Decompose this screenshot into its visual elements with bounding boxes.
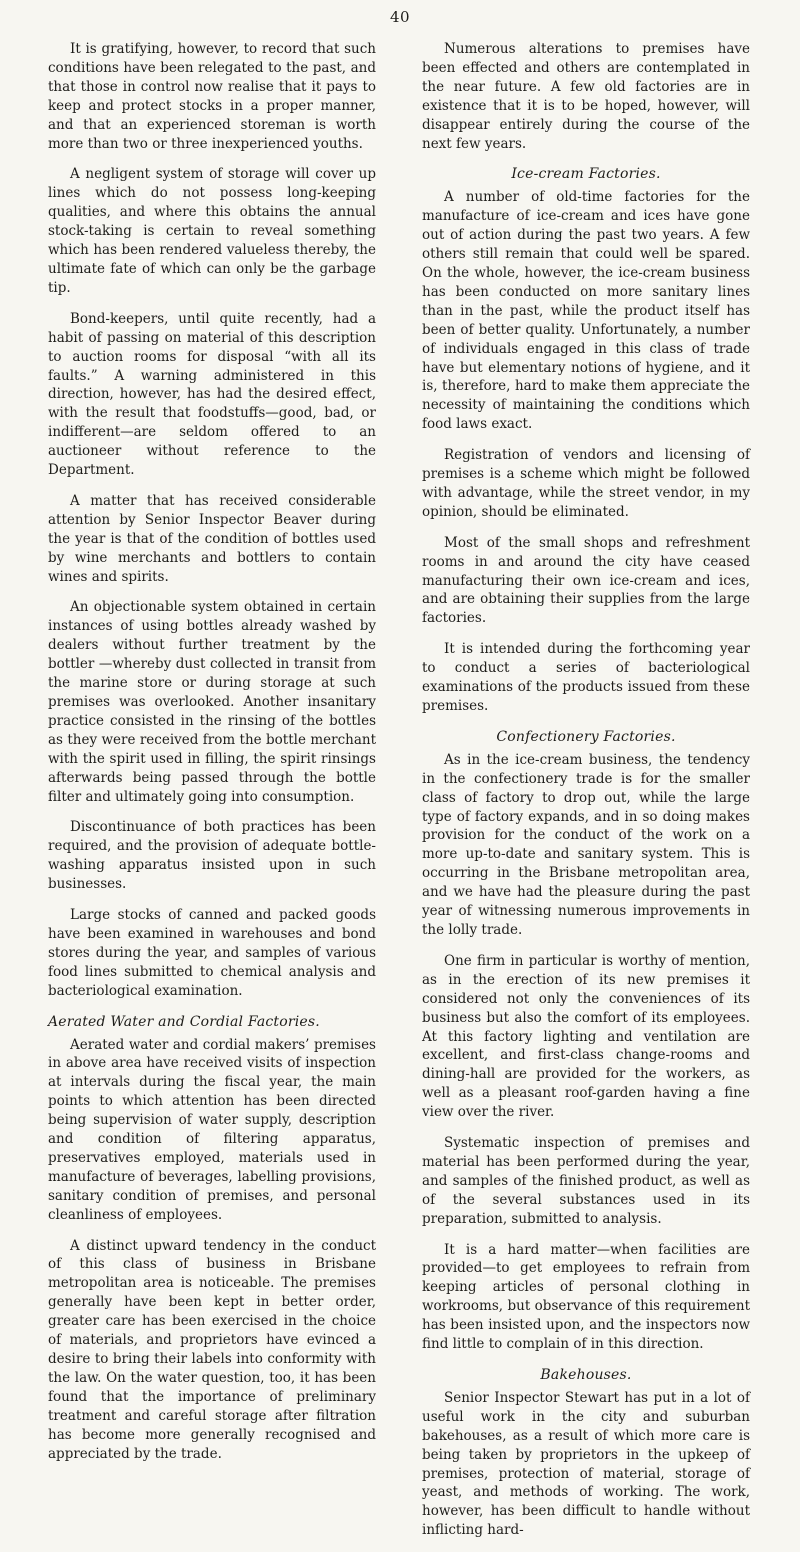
section-heading-ice-cream: Ice-cream Factories. (511, 166, 661, 183)
paragraph: One firm in particular is worthy of mention, as in the erection of its new premises it considered not only the conveniences of its business but also the comfort of its employees. At this factory lighting and ventilation are excellent, and first-class change-rooms and dining-hall are provided for the workers, as well as a pleasant roof-garden having a fine view over the river. (422, 952, 750, 1121)
paragraph: A matter that has received considerable attention by Senior Inspector Beaver during the year is that of the condition of bottles used by wine merchants and bottlers to contain wines and spirits. (48, 492, 376, 585)
section-heading-aerated-water: Aerated Water and Cordial Factories. (48, 1013, 320, 1030)
paragraph: Aerated water and cordial makers’ premises in above area have received visits of inspection at intervals during the fiscal year, the main points to which attention has been directed being supervision of water supply, description and condition of filtering apparatus, preservatives employed, materials used in manufacture of beverages, labelling provisions, sanitary condition of premises, and personal cleanliness of employees. (48, 1036, 376, 1223)
paragraph: Large stocks of canned and packed goods have been examined in warehouses and bond stores during the year, and samples of various food lines submitted to chemical analysis and bacteriological examination. (48, 907, 376, 999)
paragraph: Registration of vendors and licensing of premises is a scheme which might be followed with advantage, while the street vendor, in my opinion, should be eliminated. (422, 447, 750, 520)
paragraph: A distinct upward tendency in the conduct of this class of business in Brisbane metropolitan area is noticeable. The premises generally have been kept in better order, greater care has been exercised in the choice of materials, and proprietors have evinced a desire to bring their labels into conformity with the law. On the water question, too, it has been found that the importance of preliminary treatment and careful storage after filtration has become more generally recognised and appreciated by the trade. (48, 1237, 376, 1462)
paragraph: It is intended during the forthcoming year to conduct a series of bacteriological examinations of the products issued from these premises. (422, 641, 750, 714)
paragraph: A number of old-time factories for the manufacture of ice-cream and ices have gone out of action during the past two years. A few others still remain that could well be spared. On the whole, however, the ice-cream business has been conducted on more sanitary lines than in the past, while the product itself has been of better quality. Unfortunately, a number of individuals engaged in this class of trade have but elementary notions of hygiene, and it is, therefore, hard to make them appreciate the necessity of maintaining the conditions which food laws exact. (422, 189, 750, 433)
paragraph: A negligent system of storage will cover up lines which do not possess long-keeping qualities, and where this obtains the annual stock-taking is certain to reveal something which has been rendered valueless thereby, the ultimate fate of which can only be the garbage tip. (48, 166, 376, 296)
section-heading-bakehouses: Bakehouses. (540, 1367, 632, 1383)
paragraph: It is gratifying, however, to record that such conditions have been relegated to the past, and that those in control now realise that it pays to keep and protect stocks in a proper manner, and that an experienced storeman is worth more than two or three inexperienced youths. (48, 41, 376, 152)
paragraph: Bond-keepers, until quite recently, had a habit of passing on material of this description to auction rooms for disposal “with all its faults.” A warning administered in this direction, however, has had the desired effect, with the result that foodstuffs—good, bad, or indifferent—are seldom offered to an auctioneer without reference to the Department. (48, 310, 376, 479)
paragraph: Systematic inspection of premises and material has been performed during the year, and samples of the finished product, as well as of the several substances used in its preparation, submitted to analysis. (422, 1135, 750, 1227)
paragraph: An objectionable system obtained in certain instances of using bottles already washed by dealers without further treatment by the bottler —whereby dust collected in transit from the marine store or during storage at such premises was overlooked. Another insanitary practice consisted in the rinsing of the bottles as they were received from the bottle merchant with the spirit used in filling, the spirit rinsings afterwards being passed through the bottle filter and ultimately going into consumption. (48, 599, 376, 805)
right-column (422, 40, 750, 1552)
page-number: 40 (389, 8, 411, 26)
paragraph: Numerous alterations to premises have been effected and others are contemplated in the near future. A few old factories are in existence that it is to be hoped, however, will disappear entirely during the course of the next few years. (422, 41, 750, 152)
paragraph: Discontinuance of both practices has been required, and the provision of adequate bottle-washing apparatus insisted upon in such businesses. (48, 819, 376, 893)
paragraph: Senior Inspector Stewart has put in a lot of useful work in the city and suburban bakehouses, as a result of which more care is being taken by proprietors in the upkeep of premises, protection of material, storage of yeast, and methods of working. The work, however, has been difficult to handle without inflicting hard- (422, 1389, 750, 1539)
paragraph: Most of the small shops and refreshment rooms in and around the city have ceased manufacturing their own ice-cream and ices, and are obtaining their supplies from the large factories. (422, 534, 750, 627)
section-heading-confectionery: Confectionery Factories. (496, 728, 676, 745)
paragraph: It is a hard matter—when facilities are provided—to get employees to refrain from keeping articles of personal clothing in workrooms, but observance of this requirement has been insisted upon, and the inspectors now find little to complain of in this direction. (422, 1241, 750, 1353)
paragraph: As in the ice-cream business, the tendency in the confectionery trade is for the smaller class of factory to drop out, while the large type of factory expands, and in so doing makes provision for the conduct of the work on a more up-to-date and sanitary system. This is occurring in the Brisbane metropolitan area, and we have had the pleasure during the past year of witnessing numerous improvements in the lolly trade. (422, 751, 750, 938)
left-column (48, 40, 376, 1475)
